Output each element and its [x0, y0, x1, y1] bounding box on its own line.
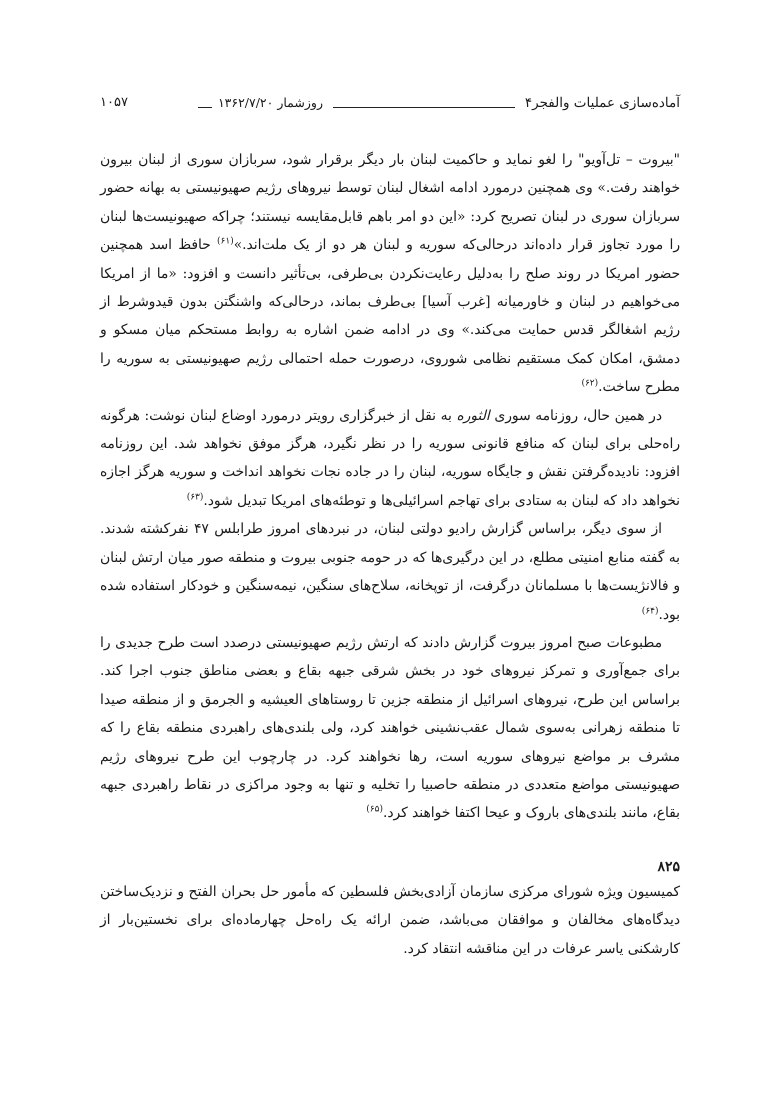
newspaper-name: الثوره [456, 407, 490, 424]
paragraph-text: مطبوعات صبح امروز بیروت گزارش دادند که ارتش رژیم صهیونیستی درصدد است طرح جدیدی را برای جمع‌آوری و تمرکز نیروهای خود در بخش شرقی جبهه بقاع و بعضی مناطق جنوب اجرا کند. براساس این طرح، نیروهای اسرائیل از منطقه جزین تا روستاهای العیشیه و الجرمق و از منطقه صیدا تا منطقه زهرانی به‌سوی شمال عقب‌نشینی خواهند کرد، ولی بلندی‌های راهبردی منطقه بقاع را که مشرف بر مواضع نیروهای سوریه است، رها نخواهند کرد. در چارچوب این طرح نیروهای رژیم صهیونیستی مواضع متعددی در منطقه حاصبیا را تخلیه و تنها به وجود مراکزی در نقاط راهبردی جبهه بقاع، مانند بلندی‌های باروک و عیحا اکتفا خواهند کرد. [100, 634, 680, 822]
header-rule [333, 107, 515, 108]
paragraph-4 [100, 629, 680, 828]
footnote-ref-64: (۶۴) [641, 605, 659, 616]
footnote-ref-65: (۶۵) [366, 804, 383, 815]
paragraph-text: حافظ اسد همچنین حضور امریکا در روند صلح را به‌دلیل رعایت‌نکردن بی‌طرفی، بی‌تأثیر دانست و افزود: «ما از امریکا می‌خواهیم در لبنان و خاورمیانه [غرب آسیا] بی‌طرف بماند، درحالی‌که واشنگتن بدون قیدوشرط از رژیم اشغالگر قدس حمایت می‌کند.» وی در ادامه ضمن اشاره به روابط مستحکم میان مسکو و دمشق، امکان کمک مستقیم نظامی شوروی، درصورت حمله احتمالی رژیم صهیونیستی به سوریه را مطرح ساخت. [100, 237, 680, 396]
paragraph-text: از سوی دیگر، براساس گزارش رادیو دولتی لبنان، در نبردهای امروز طرابلس ۴۷ نفرکشته شدند. به گفته منابع امنیتی مطلع، در این درگیری‌ها که در حومه جنوبی بیروت و منطقه صور میان ارتش لبنان و فالانژیست‌ها با مسلمانان درگرفت، از توپخانه، سلاح‌های سنگین، نیمه‌سنگین و خودکار استفاده شده بود. [100, 521, 680, 623]
section-paragraph: کمیسیون ویژه شورای مرکزی سازمان آزادی‌بخش فلسطین که مأمور حل بحران الفتح و نزدیک‌ساختن دیدگاه‌های مخالفان و موافقان می‌باشد، ضمن ارائه یک راه‌حل چهارماده‌ای برای نخستین‌بار از کارشکنی یاسر عرفات در این مناقشه انتقاد کرد. [100, 883, 680, 957]
book-title: آماده‌سازی عملیات والفجر۴ [524, 95, 680, 111]
page-content [100, 146, 680, 963]
paragraph-text: به نقل از خبرگزاری رویتر درمورد اوضاع لبنان نوشت: هرگونه راه‌حلی برای لبنان که منافع قانونی سوریه را در نظر نگیرد، هرگز موفق نخواهد شد. این روزنامه افزود: نادیده‌گرفتن نقش و جایگاه سوریه، لبنان را در جاده نجات نخواهد انداخت و سوریه هرگز اجازه نخواهد داد که لبنان به ستادی برای تهاجم اسرائیلی‌ها و توطئه‌های امریکا تبدیل شود. [100, 407, 680, 509]
paragraph-2 [100, 402, 680, 516]
page-number: ۱۰۵۷ [100, 95, 128, 110]
document-page [100, 92, 680, 963]
paragraph-1 [100, 146, 680, 402]
footnote-ref-62: (۶۲) [581, 378, 599, 389]
section-number: ۸۲۵ [657, 858, 680, 875]
paragraph-text: "بیروت – تل‌آویو" را لغو نماید و حاکمیت لبنان بار دیگر برقرار شود، سربازان سوری از لبنان بیرون خواهند رفت.» وی همچنین درمورد ادامه اشغال لبنان توسط نیروهای رژیم صهیونیستی به بهانه حضور سربازان سوری در لبنان تصریح کرد: «این دو امر باهم قابل‌مقایسه نیستند؛ چراکه صهیونیست‌ها لبنان را مورد تجاوز قرار داده‌اند درحالی‌که سوریه و لبنان هر دو از یک ملت‌اند.» [100, 152, 680, 254]
footnote-ref-61: (۶۱) [217, 236, 234, 247]
running-header [100, 92, 680, 112]
paragraph-text: در همین حال، روزنامه سوری [489, 407, 662, 424]
paragraph-3 [100, 515, 680, 629]
journal-date-label: روزشمار ۱۳۶۲/۷/۲۰ [217, 95, 323, 110]
footnote-ref-63: (۶۳) [186, 492, 204, 503]
header-rule-short [198, 107, 212, 108]
